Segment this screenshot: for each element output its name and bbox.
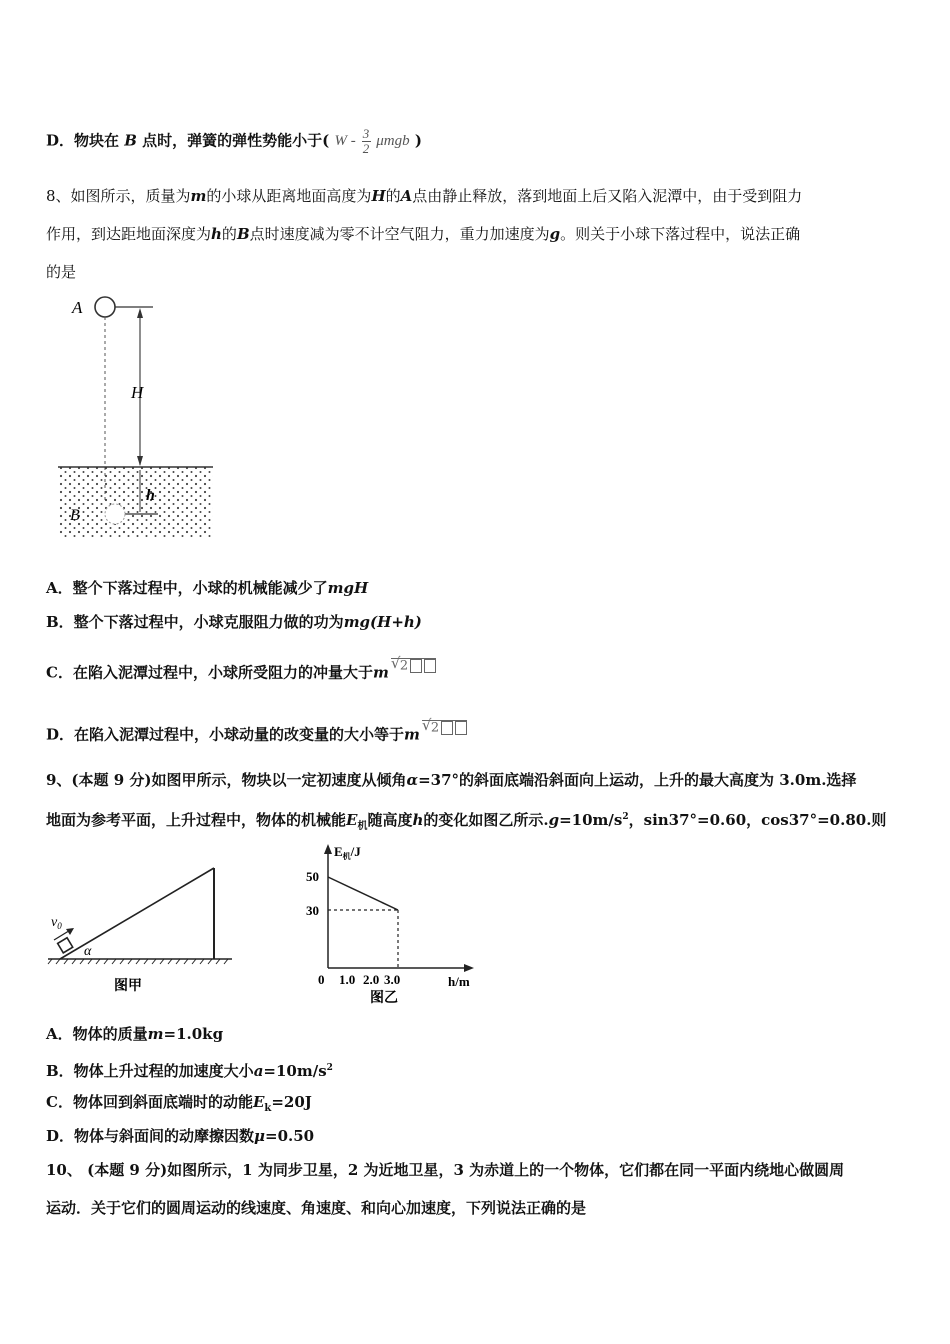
- x-tick-1: 1.0: [339, 972, 356, 987]
- q10-stem-line1: 10、 (本题 9 分)如图所示，1 为同步卫星，2 为近地卫星，3 为赤道上的一个物体，它们都在同一平面内绕地心做圆周: [46, 1161, 845, 1179]
- q8-stem-line3: 的是: [46, 263, 77, 281]
- q9-stem-line2: 地面为参考平面，上升过程中，物体的机械能$E_机$随高度h的变化如图乙所示$.g=10m/s^2$，sin37°=0.60，cos37°=0.80.则: [46, 811, 887, 832]
- q9-option-a: A．物体的质量m=1.0kg: [46, 1025, 224, 1043]
- fig-yi-caption: 图乙: [370, 991, 398, 1006]
- q8-option-a: A．整个下落过程中，小球的机械能减少了mgH: [46, 579, 369, 597]
- y-axis-arrowhead: [324, 844, 332, 854]
- x-tick-3: 3.0: [384, 972, 401, 987]
- q9-option-c: C．物体回到斜面底端时的动能$E_k=20J$: [46, 1093, 312, 1114]
- fig-jia-caption: 图甲: [114, 979, 142, 994]
- q9-option-b: B．物体上升过程的加速度大小$a=10m/s^2$: [46, 1062, 333, 1080]
- q8-figure: [50, 290, 220, 545]
- y-tick-50: 50: [306, 869, 319, 884]
- q8-stem-line1: 8、如图所示，质量为m的小球从距离地面高度为H的A点由静止释放，落到地面上后又陷入泥潭中，由于受到阻力: [46, 187, 803, 205]
- h-arrow-up: [137, 308, 143, 318]
- ball-a: [95, 297, 115, 317]
- q8-option-b: B．整个下落过程中，小球克服阻力做的功为mg(H+h): [46, 613, 422, 631]
- sqrt-expression: √ 2: [422, 720, 467, 735]
- q9-figure-energy-graph: [300, 838, 490, 1008]
- q8-label-h: h: [146, 487, 155, 504]
- v0-label: $v_0$: [51, 915, 62, 931]
- q9-option-d: D．物体与斜面间的动摩擦因数μ=0.50: [46, 1127, 315, 1145]
- q10-stem-line2: 运动．关于它们的圆周运动的线速度、角速度、和向心加速度，下列说法正确的是: [46, 1199, 587, 1217]
- mud-region: [58, 467, 213, 537]
- q8-label-b: B: [70, 507, 80, 524]
- q8-stem-line2: 作用，到达距地面深度为h的B点时速度减为零不计空气阻力，重力加速度为g。则关于小球下落过程中，说法正确: [46, 225, 801, 243]
- q7-formula: W - $\frac{3}{2}$ μmgb: [334, 126, 410, 156]
- y-axis-label: $E_机/J$: [334, 844, 361, 861]
- x-tick-0: 0: [318, 972, 325, 987]
- x-axis-label: h/m: [448, 974, 470, 989]
- y-tick-30: 30: [306, 903, 319, 918]
- x-tick-2: 2.0: [363, 972, 380, 987]
- q8-option-d: D．在陷入泥潭过程中，小球动量的改变量的大小等于m√ 2: [46, 720, 467, 745]
- ball-b: [105, 504, 125, 524]
- energy-line: [328, 877, 398, 910]
- h-arrow-down: [137, 456, 143, 466]
- q8-option-c: C．在陷入泥潭过程中，小球所受阻力的冲量大于m√ 2: [46, 658, 436, 683]
- sqrt-expression: √ 2: [391, 658, 436, 673]
- x-axis-arrowhead: [464, 964, 474, 972]
- q8-label-a: A: [72, 298, 83, 317]
- angle-label: α: [84, 944, 92, 959]
- q8-label-H: H: [131, 383, 144, 402]
- q7-option-d: D．物块在 B 点时，弹簧的弹性势能小于( W - $\frac{3}{2}$ μmgb ): [46, 126, 422, 156]
- q9-stem-line1: 9、(本题 9 分)如图甲所示，物块以一定初速度从倾角α=37°的斜面底端沿斜面向上运动，上升的最大高度为 3.0m.选择: [46, 771, 857, 789]
- q9-figure-incline: [44, 860, 244, 1000]
- block: [58, 938, 73, 953]
